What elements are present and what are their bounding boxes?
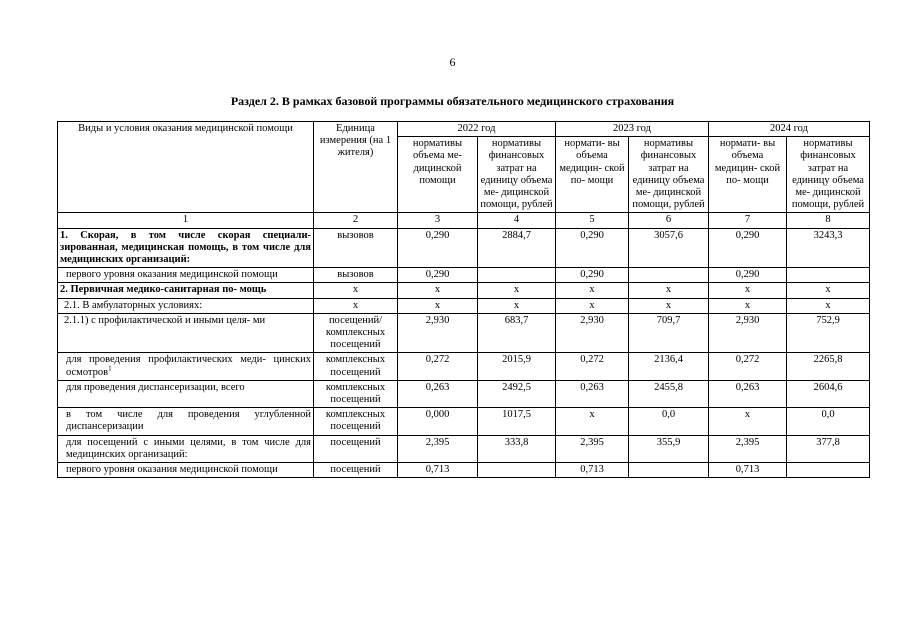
row-vol-2023: 0,290 (556, 228, 629, 268)
row-fin-2022 (478, 268, 556, 283)
table-row (58, 268, 870, 283)
row-unit: посещений (314, 435, 398, 462)
row-fin-2024 (787, 463, 870, 478)
page-number: 6 (449, 55, 456, 69)
row-fin-2024: 3243,3 (787, 228, 870, 268)
row-kind (58, 353, 314, 380)
row-fin-2022: 2015,9 (478, 353, 556, 380)
row-fin-2023: х (629, 283, 709, 298)
row-vol-2024: 0,290 (709, 228, 787, 268)
col-number: 4 (478, 213, 556, 228)
row-fin-2023 (629, 463, 709, 478)
row-fin-2024: 377,8 (787, 435, 870, 462)
row-kind: 2.1. В амбулаторных условиях: (58, 298, 314, 313)
row-vol-2022: 2,930 (398, 313, 478, 353)
row-unit: вызовов (314, 268, 398, 283)
row-fin-2024: 0,0 (787, 408, 870, 435)
row-vol-2022: 0,272 (398, 353, 478, 380)
header-row-years (58, 122, 870, 137)
row-vol-2023: 0,263 (556, 380, 629, 407)
table-row (58, 463, 870, 478)
col-number: 1 (58, 213, 314, 228)
header-year-2023: 2023 год (556, 122, 709, 137)
row-vol-2023: 2,930 (556, 313, 629, 353)
row-fin-2022: 333,8 (478, 435, 556, 462)
row-kind: первого уровня оказания медицинской помощи (58, 268, 314, 283)
header-fin-2023: нормативы финансовых затрат на единицу объема ме- дицинской помощи, рублей (629, 137, 709, 213)
header-unit: Единица измерения (на 1 жителя) (314, 122, 398, 213)
row-unit: посещений (314, 463, 398, 478)
row-unit: вызовов (314, 228, 398, 268)
header-year-2022: 2022 год (398, 122, 556, 137)
row-vol-2023: 0,290 (556, 268, 629, 283)
row-fin-2022 (478, 463, 556, 478)
row-vol-2023: х (556, 408, 629, 435)
row-vol-2022: х (398, 283, 478, 298)
row-vol-2023: 2,395 (556, 435, 629, 462)
row-vol-2022: 2,395 (398, 435, 478, 462)
row-vol-2022: 0,000 (398, 408, 478, 435)
table-row (58, 283, 870, 298)
row-kind: для проведения диспансеризации, всего (58, 380, 314, 407)
row-fin-2023: 3057,6 (629, 228, 709, 268)
col-number: 8 (787, 213, 870, 228)
header-fin-2024: нормативы финансовых затрат на единицу объема ме- дицинской помощи, рублей (787, 137, 870, 213)
row-vol-2024: 0,263 (709, 380, 787, 407)
header-row-numbers (58, 213, 870, 228)
row-fin-2023: 2136,4 (629, 353, 709, 380)
row-kind: 2. Первичная медико-санитарная по- мощь (58, 283, 314, 298)
row-fin-2023: 0,0 (629, 408, 709, 435)
row-fin-2024: х (787, 298, 870, 313)
row-fin-2023: 355,9 (629, 435, 709, 462)
header-kinds: Виды и условия оказания медицинской помощи (58, 122, 314, 213)
row-vol-2022: 0,263 (398, 380, 478, 407)
col-number: 5 (556, 213, 629, 228)
row-unit: х (314, 298, 398, 313)
row-vol-2022: х (398, 298, 478, 313)
section-title: Раздел 2. В рамках базовой программы обязательного медицинского страхования (230, 94, 675, 108)
row-unit: комплексных посещений (314, 408, 398, 435)
row-vol-2023: 0,272 (556, 353, 629, 380)
row-vol-2023: х (556, 298, 629, 313)
row-fin-2022: х (478, 298, 556, 313)
row-vol-2024: 2,395 (709, 435, 787, 462)
row-fin-2022: 2884,7 (478, 228, 556, 268)
row-vol-2022: 0,290 (398, 228, 478, 268)
row-vol-2022: 0,290 (398, 268, 478, 283)
row-vol-2023: 0,713 (556, 463, 629, 478)
table-row (58, 313, 870, 353)
row-vol-2024: 2,930 (709, 313, 787, 353)
row-fin-2024: х (787, 283, 870, 298)
row-fin-2022: х (478, 283, 556, 298)
row-kind: в том числе для проведения углубленной диспансеризации (58, 408, 314, 435)
row-vol-2024: х (709, 298, 787, 313)
row-vol-2023: х (556, 283, 629, 298)
table-row (58, 380, 870, 407)
row-fin-2024: 2265,8 (787, 353, 870, 380)
table-row (58, 228, 870, 268)
row-fin-2024 (787, 268, 870, 283)
footnote-mark: 1 (108, 364, 112, 373)
row-fin-2023: 709,7 (629, 313, 709, 353)
row-vol-2022: 0,713 (398, 463, 478, 478)
row-kind: 2.1.1) с профилактической и иными целя- ми (58, 313, 314, 353)
row-vol-2024: 0,713 (709, 463, 787, 478)
row-kind-text: для проведения профилактических меди- цинских осмотров (66, 354, 311, 378)
header-vol-2024: нормати- вы объема медицин- ской по- мощи (709, 137, 787, 213)
col-number: 6 (629, 213, 709, 228)
row-vol-2024: 0,290 (709, 268, 787, 283)
row-fin-2022: 2492,5 (478, 380, 556, 407)
row-vol-2024: х (709, 283, 787, 298)
row-fin-2023 (629, 268, 709, 283)
table-row (58, 435, 870, 462)
row-fin-2024: 752,9 (787, 313, 870, 353)
row-kind: для посещений с иными целями, в том числе для медицинских организаций: (58, 435, 314, 462)
row-unit: комплексных посещений (314, 353, 398, 380)
row-unit: х (314, 283, 398, 298)
row-fin-2024: 2604,6 (787, 380, 870, 407)
table-row (58, 353, 870, 380)
header-vol-2023: нормати- вы объема медицин- ской по- мощи (556, 137, 629, 213)
row-vol-2024: 0,272 (709, 353, 787, 380)
col-number: 3 (398, 213, 478, 228)
row-unit: посещений/ комплексных посещений (314, 313, 398, 353)
row-vol-2024: х (709, 408, 787, 435)
col-number: 7 (709, 213, 787, 228)
header-fin-2022: нормативы финансовых затрат на единицу объема ме- дицинской помощи, рублей (478, 137, 556, 213)
col-number: 2 (314, 213, 398, 228)
header-vol-2022: нормативы объема ме- дицинской помощи (398, 137, 478, 213)
table-row (58, 298, 870, 313)
row-fin-2022: 1017,5 (478, 408, 556, 435)
header-year-2024: 2024 год (709, 122, 870, 137)
row-fin-2023: 2455,8 (629, 380, 709, 407)
standards-table (57, 121, 870, 478)
row-fin-2023: х (629, 298, 709, 313)
row-kind: 1. Скорая, в том числе скорая специали- зированная, медицинская помощь, в том числе для медицинских организаций: (58, 228, 314, 268)
table-row (58, 408, 870, 435)
row-kind: первого уровня оказания медицинской помощи (58, 463, 314, 478)
row-fin-2022: 683,7 (478, 313, 556, 353)
row-unit: комплексных посещений (314, 380, 398, 407)
